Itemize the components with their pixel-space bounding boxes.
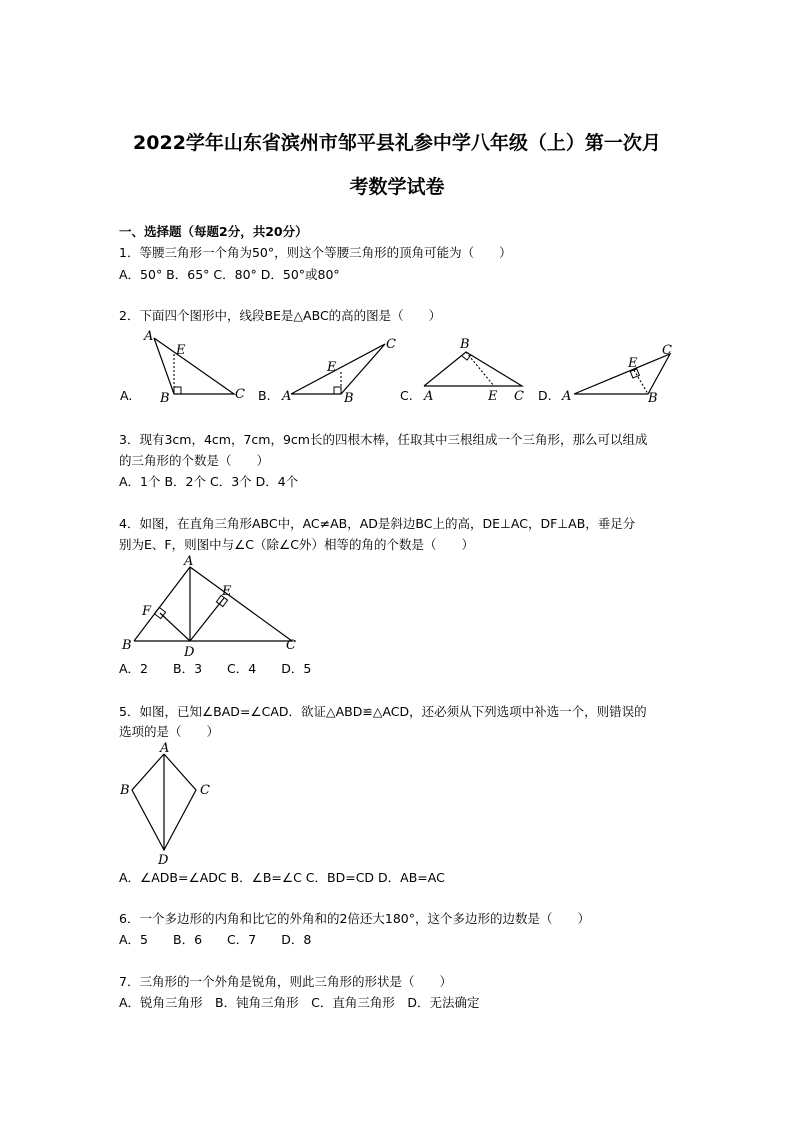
question-5-options: A．∠ADB=∠ADC B．∠B=∠C C．BD=CD D．AB=AC bbox=[119, 870, 445, 885]
label-c: C bbox=[514, 389, 524, 404]
question-6-stem: 6．一个多边形的内角和比它的外角和的2倍还大180°，这个多边形的边数是（ ） bbox=[119, 911, 591, 926]
figure-d bbox=[538, 343, 672, 406]
question-6-options: A．5 B．6 C．7 D．8 bbox=[119, 932, 312, 947]
label-a: A bbox=[184, 554, 194, 569]
question-5-stem-2: 选项的是（ ） bbox=[119, 724, 220, 739]
label-a: A bbox=[562, 389, 572, 404]
page-title-line-1: 2022学年山东省滨州市邹平县礼参中学八年级（上）第一次月 bbox=[133, 132, 661, 154]
question-7-stem: 7．三角形的一个外角是锐角，则此三角形的形状是（ ） bbox=[119, 974, 452, 989]
question-1-stem: 1．等腰三角形一个角为50°，则这个等腰三角形的顶角可能为（ ） bbox=[119, 245, 512, 260]
label-d: D bbox=[158, 853, 169, 868]
label-c: C bbox=[662, 343, 672, 358]
label-c: C bbox=[286, 638, 296, 653]
question-4-figure bbox=[110, 555, 310, 660]
question-5-figure bbox=[110, 740, 220, 868]
label-e: E bbox=[628, 356, 638, 371]
label-d: D bbox=[184, 645, 195, 660]
label-e: E bbox=[327, 360, 337, 375]
question-2-figures bbox=[0, 330, 794, 410]
label-a: A bbox=[160, 741, 170, 756]
figure-c bbox=[400, 337, 524, 404]
label-c: C bbox=[235, 387, 245, 402]
label-a: A bbox=[282, 389, 292, 404]
label-b: B bbox=[160, 391, 170, 406]
question-5-stem-1: 5．如图，已知∠BAD=∠CAD．欲证△ABD≌△ACD，还必须从下列选项中补选一个，则错误的 bbox=[119, 704, 647, 719]
label-f: F bbox=[142, 604, 152, 619]
question-1-options: A．50° B．65° C．80° D．50°或80° bbox=[119, 267, 340, 282]
label-e: E bbox=[222, 584, 232, 599]
question-3-stem-2: 的三角形的个数是（ ） bbox=[119, 453, 270, 468]
label-b: B bbox=[120, 783, 130, 798]
question-4-stem-1: 4．如图，在直角三角形ABC中，AC≠AB，AD是斜边BC上的高，DE⊥AC，DF⊥AB，垂足分 bbox=[119, 516, 636, 531]
label-b: B bbox=[344, 391, 354, 406]
question-7-options: A．锐角三角形 B．钝角三角形 C．直角三角形 D．无法确定 bbox=[119, 995, 480, 1010]
question-4-stem-2: 别为E、F，则图中与∠C（除∠C外）相等的角的个数是（ ） bbox=[119, 537, 474, 552]
question-4-options: A．2 B．3 C．4 D．5 bbox=[119, 661, 312, 676]
label-b: B bbox=[122, 638, 132, 653]
label-c: C bbox=[200, 783, 210, 798]
option-b-label: B. bbox=[258, 388, 271, 403]
question-3-options: A．1个 B．2个 C．3个 D．4个 bbox=[119, 474, 299, 489]
label-a: A bbox=[424, 389, 434, 404]
option-a-label: A. bbox=[120, 388, 133, 403]
label-a: A bbox=[144, 329, 154, 344]
page-title-line-2: 考数学试卷 bbox=[349, 176, 445, 198]
figure-b bbox=[258, 337, 396, 406]
option-c-label: C. bbox=[400, 388, 413, 403]
option-d-label: D. bbox=[538, 388, 552, 403]
label-b: B bbox=[460, 337, 470, 352]
section-heading: 一、选择题（每题2分，共20分） bbox=[119, 224, 308, 239]
question-3-stem-1: 3．现有3cm，4cm，7cm，9cm长的四根木棒，任取其中三根组成一个三角形，那么可以组成 bbox=[119, 432, 648, 447]
figure-a bbox=[120, 329, 245, 406]
label-e: E bbox=[176, 343, 186, 358]
question-2-stem: 2．下面四个图形中，线段BE是△ABC的高的图是（ ） bbox=[119, 308, 442, 323]
label-c: C bbox=[386, 337, 396, 352]
label-e: E bbox=[488, 389, 498, 404]
label-b: B bbox=[648, 391, 658, 406]
